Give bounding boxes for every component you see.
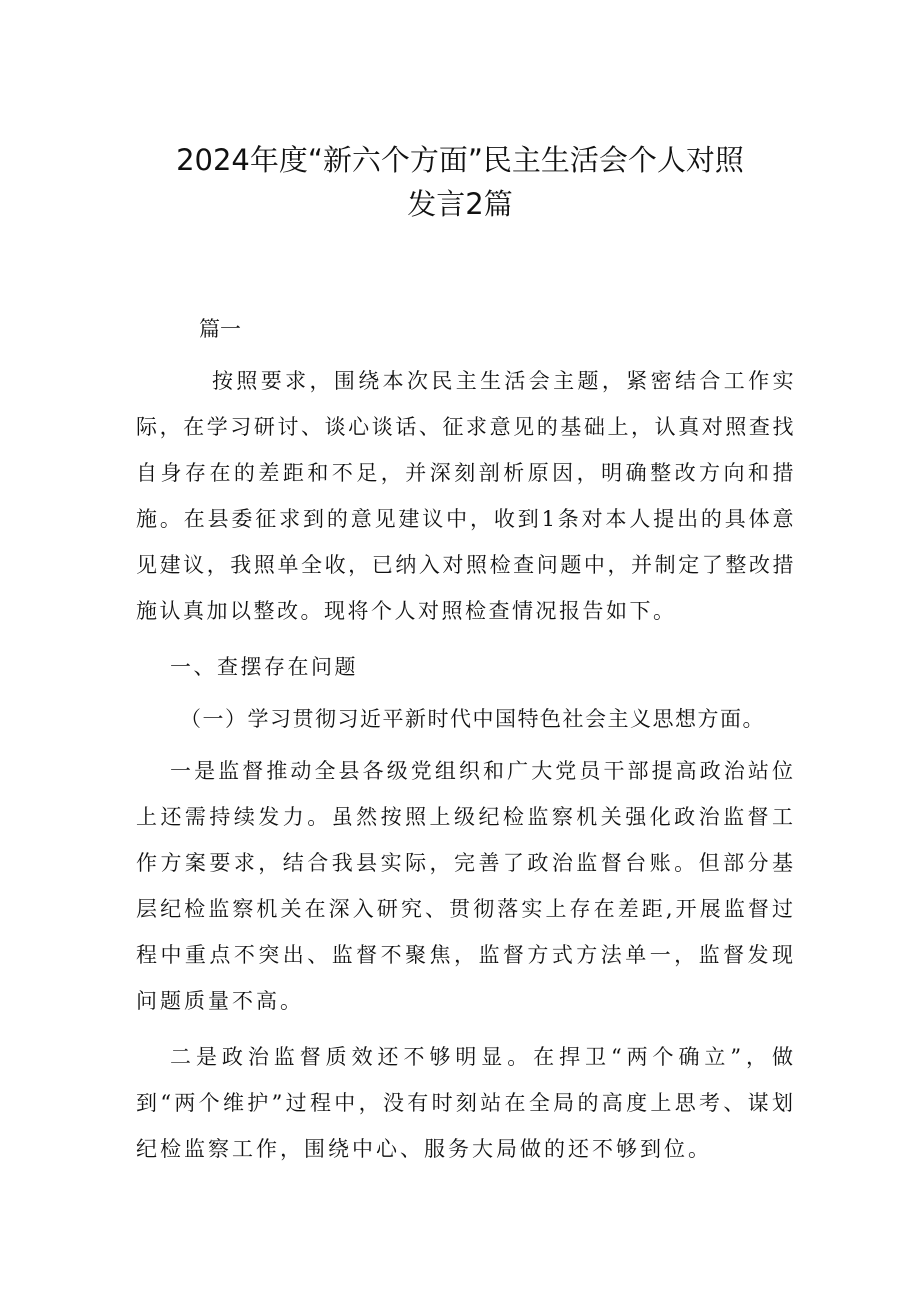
heading-level-1: 一、查摆存在问题 xyxy=(170,655,358,679)
heading-level-2: （一）学习贯彻习近平新时代中国特色社会主义思想方面。 xyxy=(180,707,765,731)
document-body xyxy=(136,306,796,1182)
section-label: 篇一 xyxy=(199,317,241,341)
body-paragraph-2: 二是政治监督质效还不够明显。在捍卫“两个确立”，做到“两个维护”过程中，没有时刻站在全局的高度上思考、谋划纪检监察工作，围绕中心、服务大局做的还不够到位。 xyxy=(136,1045,796,1161)
document-title-line-2: 发言2篇 xyxy=(407,187,513,221)
document-title-line-1: 2024年度“新六个方面”民主生活会个人对照 xyxy=(176,143,744,177)
body-paragraph-1: 一是监督推动全县各级党组织和广大党员干部提高政治站位上还需持续发力。虽然按照上级纪检监察机关强化政治监督工作方案要求，结合我县实际，完善了政治监督台账。但部分基层纪检监察机关在深入研究、贯彻落实上存在差距,开展监督过程中重点不突出、监督不聚焦，监督方式方法单一，监督发现问题质量不高。 xyxy=(136,759,796,1013)
intro-paragraph: 按照要求，围绕本次民主生活会主题，紧密结合工作实际，在学习研讨、谈心谈话、征求意见的基础上，认真对照查找自身存在的差距和不足，并深刻剖析原因，明确整改方向和措施。在县委征求到的意见建议中，收到1条对本人提出的具体意见建议，我照单全收，已纳入对照检查问题中，并制定了整改措施认真加以整改。现将个人对照检查情况报告如下。 xyxy=(136,369,796,623)
